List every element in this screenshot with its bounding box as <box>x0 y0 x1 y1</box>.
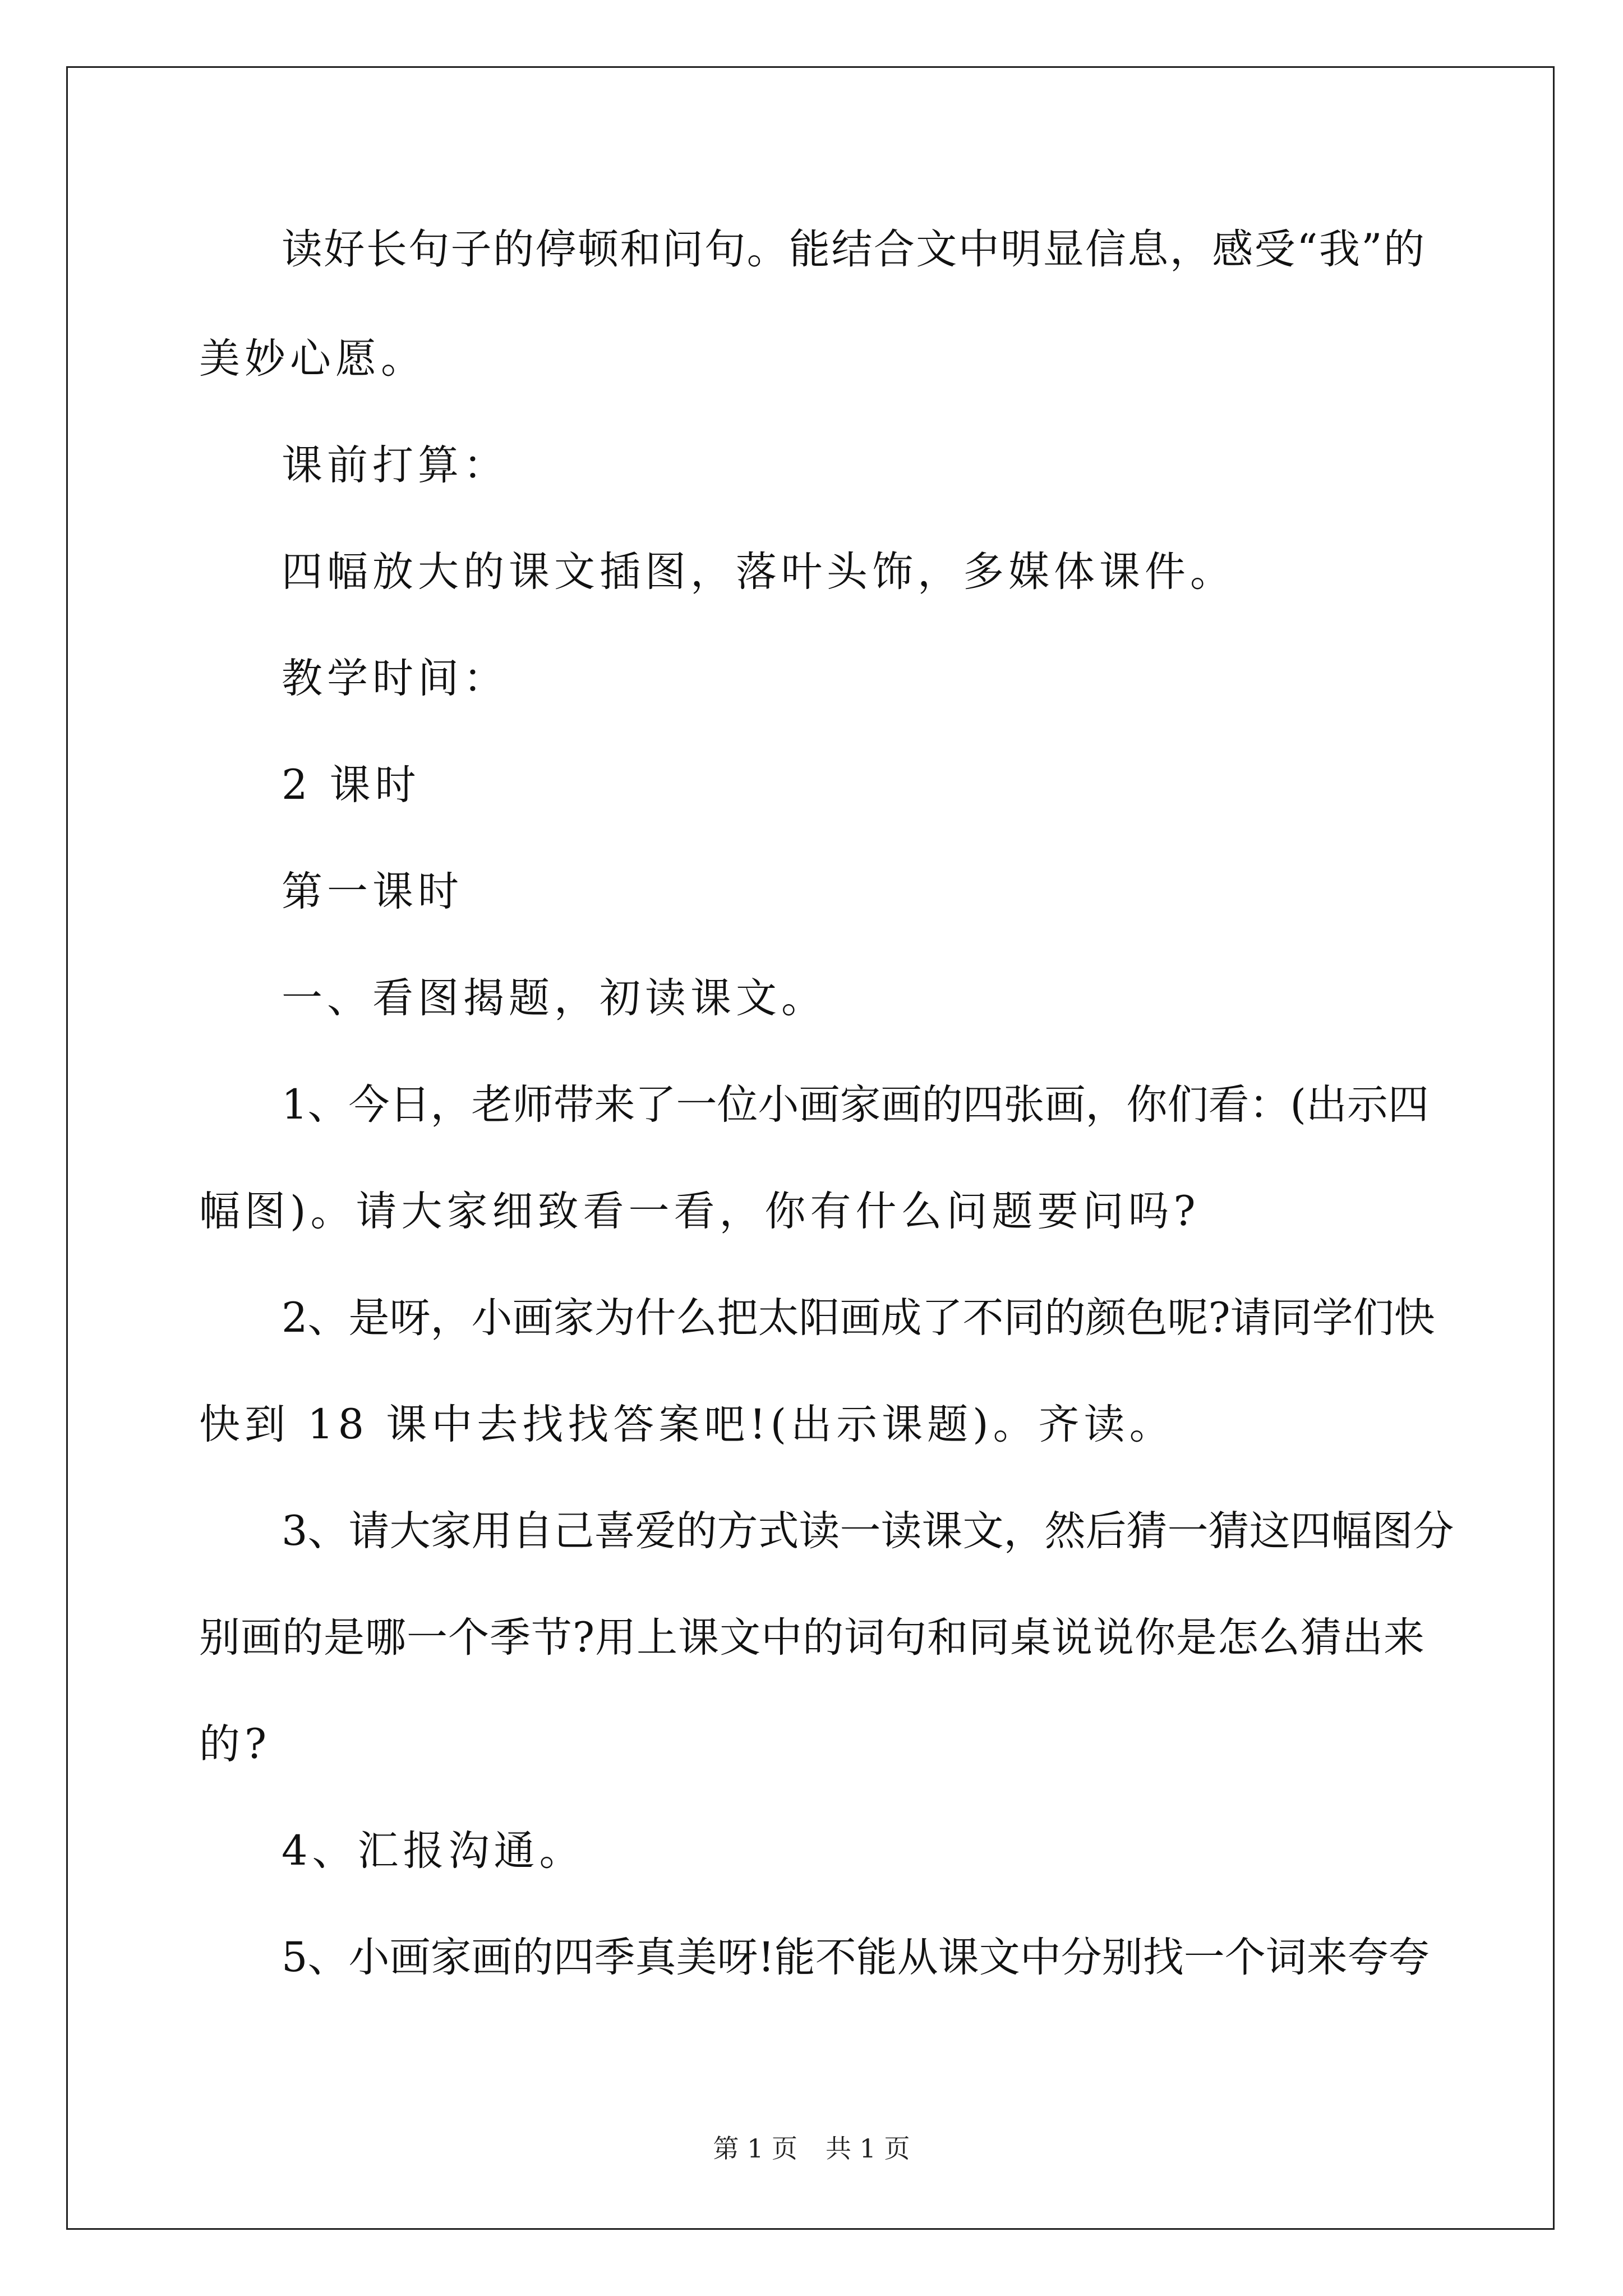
paragraph-line: 4、汇报沟通。 <box>282 1827 585 1875</box>
page-border <box>66 66 1555 2230</box>
page-footer <box>0 2132 1623 2165</box>
paragraph-line: 3、请大家用自己喜爱的方式读一读课文，然后猜一猜这四幅图分 <box>282 1507 1454 1555</box>
paragraph-line: 幅图)。请大家细致看一看，你有什么问题要问吗? <box>199 1188 1200 1235</box>
paragraph-line: 的? <box>199 1720 271 1768</box>
paragraph-line: 快到 18 课中去找找答案吧!(出示课题)。齐读。 <box>199 1401 1175 1448</box>
paragraph-line: 2 课时 <box>282 761 421 809</box>
paragraph-line: 第一课时 <box>282 868 463 915</box>
paragraph-line: 5、小画家画的四季真美呀!能不能从课文中分别找一个词来夸夸 <box>282 1934 1430 1981</box>
paragraph-line: 1、今日，老师带来了一位小画家画的四张画，你们看：(出示四 <box>282 1081 1429 1129</box>
paragraph-line: 美妙心愿。 <box>199 335 426 383</box>
page-total: 共 1 页 <box>826 2133 910 2164</box>
paragraph-line: 教学时间： <box>282 655 509 702</box>
paragraph-line: 四幅放大的课文插图，落叶头饰，多媒体课件。 <box>282 548 1235 596</box>
paragraph-line: 别画的是哪一个季节?用上课文中的词句和同桌说说你是怎么猜出来 <box>199 1614 1424 1662</box>
paragraph-line: 2、是呀，小画家为什么把太阳画成了不同的颜色呢?请同学们快 <box>282 1294 1435 1342</box>
paragraph-line: 课前打算： <box>282 441 509 489</box>
paragraph-line: 读好长句子的停顿和问句。能结合文中明显信息，感受“我”的 <box>282 226 1424 273</box>
page-number: 第 1 页 <box>713 2133 797 2164</box>
paragraph-line: 一、看图揭题，初读课文。 <box>282 974 827 1022</box>
